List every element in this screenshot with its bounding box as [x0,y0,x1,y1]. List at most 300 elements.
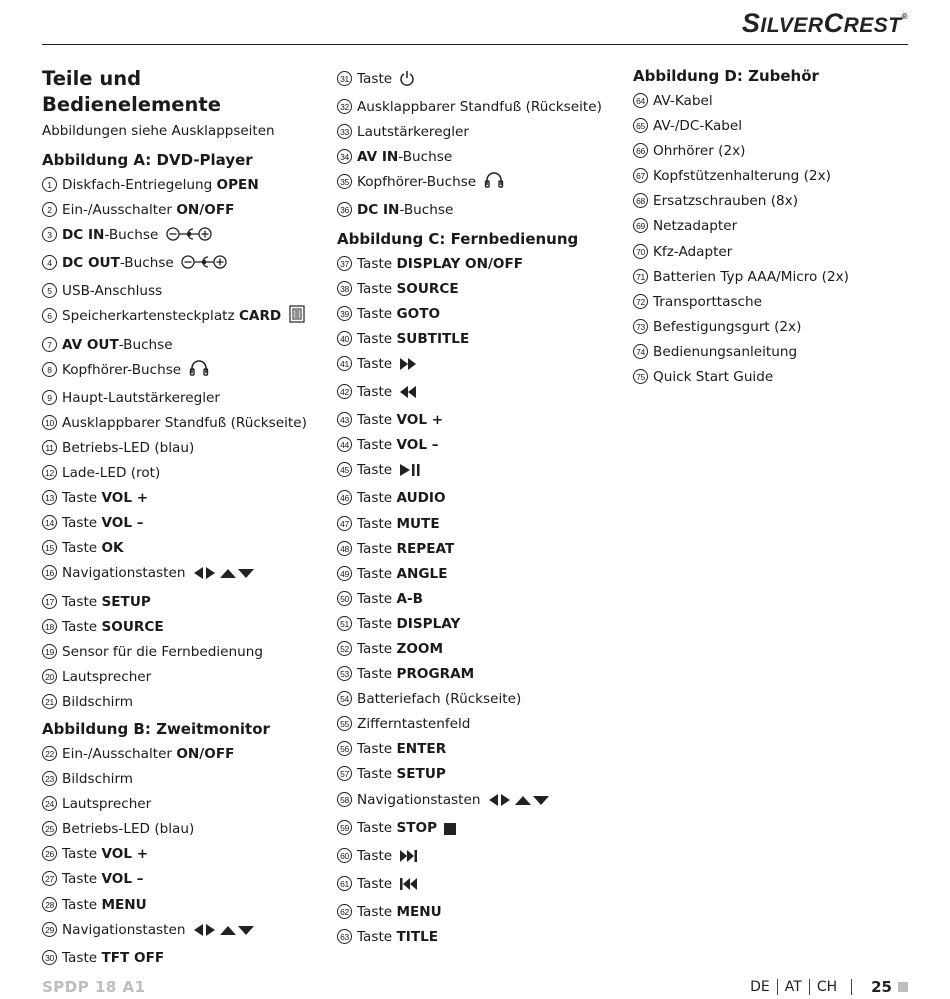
list-item [337,458,622,486]
item-text-pre: Betriebs-LED (blau) [62,439,195,456]
list-item [633,315,913,340]
list-item [633,89,913,114]
item-text-pre: Taste [62,896,102,913]
lang-ch: CH [816,979,838,995]
item-text-post: -Buchse [399,202,454,219]
item-number: 62 [337,904,352,919]
nav-arrows-icon [488,791,550,816]
item-text-pre: Taste [62,490,102,507]
list-a [42,173,322,715]
list-item [42,792,322,817]
item-text-bold: VOL – [101,871,144,888]
list-item [42,867,322,892]
list-item [337,712,622,737]
list-item [42,251,322,279]
item-text-pre: Betriebs-LED (blau) [62,821,195,838]
list-item [633,139,913,164]
item-text-bold: ANGLE [396,565,448,582]
item-number: 26 [42,846,57,861]
item-text-pre: Ersatzschrauben (8x) [653,193,798,210]
list-item [337,562,622,587]
list-item [42,279,322,304]
nav-arrows-icon [193,564,255,589]
item-number: 47 [337,516,352,531]
item-number: 3 [42,227,57,242]
item-number: 43 [337,412,352,427]
item-number: 11 [42,440,57,455]
item-number: 31 [337,71,352,86]
item-number: 64 [633,93,648,108]
item-number: 22 [42,746,57,761]
item-number: 40 [337,331,352,346]
item-number: 27 [42,871,57,886]
list-item [337,198,622,223]
item-text-pre: Speicherkartensteckplatz [62,308,239,325]
item-number: 10 [42,415,57,430]
item-text-pre: Kfz-Adapter [653,243,733,260]
item-text-pre: Zifferntastenfeld [357,716,471,733]
stop-icon [444,819,456,844]
item-text-post: -Buchse [119,255,179,272]
list-item [337,67,622,95]
item-number: 16 [42,565,57,580]
item-text-pre: Navigationstasten [357,791,485,808]
card-icon [289,305,305,332]
item-text-pre: Taste [357,741,397,758]
list-item [633,290,913,315]
item-text-pre: Taste [357,903,397,920]
item-number: 5 [42,283,57,298]
item-text-pre: Ausklappbarer Standfuß (Rückseite) [62,414,307,431]
list-item [42,640,322,665]
item-number: 38 [337,281,352,296]
item-number: 50 [337,591,352,606]
item-text-pre: Taste [357,412,397,429]
list-item [42,690,322,715]
polarity-icon [181,254,227,279]
next-icon [399,847,419,872]
item-text-pre: Taste [357,766,397,783]
list-item [42,358,322,386]
item-number: 32 [337,99,352,114]
item-text-pre: Taste [357,384,397,401]
item-text-bold: A-B [396,590,424,607]
item-text-pre: Taste [357,819,397,836]
item-text-pre: Befestigungsgurt (2x) [653,318,802,335]
item-text-pre: Taste [62,593,102,610]
list-item [337,433,622,458]
item-text-bold: MUTE [396,515,440,532]
item-number: 51 [337,616,352,631]
item-number: 24 [42,796,57,811]
item-text-pre: Lautsprecher [62,796,152,813]
item-number: 2 [42,202,57,217]
item-text-pre: Taste [357,255,397,272]
list-item [42,615,322,640]
item-text-pre: Diskfach-Entriegelung [62,177,217,193]
item-text-pre: Navigationstasten [62,565,190,582]
item-text-pre: Taste [357,590,397,607]
list-item [337,737,622,762]
item-number: 45 [337,462,352,477]
list-item [42,742,322,767]
list-item [337,120,622,145]
list-item [42,893,322,918]
list-item [337,537,622,562]
list-d [633,89,913,390]
list-item [633,340,913,365]
item-number: 59 [337,820,352,835]
item-text-pre: Taste [357,490,397,507]
item-number: 23 [42,771,57,786]
item-text-bold: SOURCE [101,618,164,635]
item-text-pre: Taste [62,949,102,966]
item-text-bold: MENU [101,896,147,913]
footer-right [750,978,908,996]
list-item [337,277,622,302]
list-item [337,662,622,687]
item-number: 13 [42,490,57,505]
page-title: Teile und Bedienelemente [42,67,221,116]
item-text-pre: AV-Kabel [653,93,713,109]
list-item [337,252,622,277]
item-text-pre: Ausklappbarer Standfuß (Rückseite) [357,99,602,116]
item-text-pre: Taste [62,515,102,532]
item-text-post [281,308,285,324]
item-text-bold: ENTER [396,741,447,758]
item-text-bold: STOP [396,819,438,836]
item-text-bold: AUDIO [396,490,446,507]
list-item [337,302,622,327]
silvercrest-logo: SILVERCREST® [741,8,908,38]
item-number: 52 [337,641,352,656]
list-b [42,742,322,971]
item-text-bold: SETUP [396,766,446,783]
item-text-pre: AV-/DC-Kabel [653,118,743,135]
headphone-icon [484,171,504,198]
item-number: 18 [42,619,57,634]
item-text-pre: Taste [357,71,397,87]
polarity-icon [166,226,212,251]
item-text-pre: Batteriefach (Rückseite) [357,691,522,708]
column-2 [337,63,622,950]
list-item [633,365,913,390]
list-item [42,223,322,251]
item-text-pre: Lade-LED (rot) [62,465,161,482]
item-text-bold: OPEN [216,177,259,193]
list-item [42,173,322,198]
item-text-post: -Buchse [398,149,453,166]
item-text-bold: VOL – [396,437,439,454]
item-number: 36 [337,202,352,217]
item-text-bold: REPEAT [396,540,455,557]
item-text-pre: Kopfhörer-Buchse [357,174,481,191]
list-item [42,946,322,971]
list-item [337,408,622,433]
item-number: 54 [337,691,352,706]
list-item [633,240,913,265]
item-number: 15 [42,540,57,555]
list-c [337,252,622,951]
list-item [337,145,622,170]
item-text-bold: VOL + [396,412,444,429]
list-item [42,536,322,561]
item-text-pre: Ein-/Ausschalter [62,745,177,762]
power-icon [399,70,415,95]
item-text-bold: ON/OFF [176,745,235,762]
item-number: 28 [42,897,57,912]
item-text-bold: AV OUT [62,336,119,353]
item-text-pre: Taste [357,462,397,479]
section-heading-b: Abbildung B: Zweitmonitor [42,719,270,738]
item-text-pre: Taste [62,871,102,888]
page-marker [898,982,908,992]
item-text-bold: DC IN [62,227,105,244]
headphone-icon [189,359,209,386]
list-item [633,214,913,239]
item-number: 72 [633,294,648,309]
item-text-pre: Taste [357,847,397,864]
item-text-bold: DISPLAY [396,615,461,632]
item-text-bold: AV IN [357,149,399,166]
item-text-bold: VOL + [101,490,149,507]
item-text-pre: Taste [62,618,102,635]
item-number: 73 [633,319,648,334]
list-item [42,333,322,358]
item-text-pre: Kopfhörer-Buchse [62,361,186,378]
list-item [42,561,322,589]
item-text-post: -Buchse [118,336,173,353]
item-number: 8 [42,362,57,377]
item-text-pre: Taste [357,929,397,945]
item-text-pre: USB-Anschluss [62,283,163,300]
column-1 [42,63,322,971]
item-text-bold: DC OUT [62,255,120,272]
item-number: 39 [337,306,352,321]
item-text-pre: Ein-/Ausschalter [62,202,177,219]
column-3 [633,63,913,390]
fast-forward-icon [399,355,417,380]
item-text-pre: Taste [357,330,397,347]
rewind-icon [399,383,417,408]
item-number: 30 [42,950,57,965]
list-item [337,816,622,844]
item-text-pre: Taste [62,846,102,863]
item-text-pre: Taste [357,666,397,683]
list-item [42,590,322,615]
item-number: 75 [633,369,648,384]
item-text-bold: DISPLAY ON/OFF [396,255,524,272]
page-subtitle: Abbildungen siehe Ausklappseiten [42,123,275,139]
nav-arrows-icon [193,921,255,946]
item-text-bold: TFT OFF [101,949,165,966]
item-number: 48 [337,541,352,556]
item-number: 29 [42,922,57,937]
item-number: 35 [337,174,352,189]
item-number: 60 [337,848,352,863]
divider [809,979,810,995]
item-number: 4 [42,255,57,270]
list-item [42,411,322,436]
item-text-pre: Haupt-Lautstärkeregler [62,389,220,406]
list-item [337,762,622,787]
list-b-continued [337,67,622,224]
item-text-bold: SOURCE [396,280,459,297]
item-number: 19 [42,644,57,659]
model-number: SPDP 18 A1 [42,978,146,996]
item-text-bold: ZOOM [396,640,443,657]
list-item [42,386,322,411]
list-item [42,486,322,511]
item-number: 55 [337,716,352,731]
list-item [337,95,622,120]
list-item [337,512,622,537]
item-text-pre: Taste [357,540,397,557]
item-number: 46 [337,490,352,505]
list-item [633,265,913,290]
item-text-pre: Navigationstasten [62,921,190,938]
header-rule [42,44,908,45]
item-text-bold: VOL – [101,515,144,532]
item-number: 37 [337,256,352,271]
item-text-bold: MENU [396,903,442,920]
item-number: 49 [337,566,352,581]
prev-icon [399,875,419,900]
list-item [42,436,322,461]
item-text-pre: Lautstärkeregler [357,124,469,141]
list-item [337,327,622,352]
item-text-pre: Taste [357,355,397,372]
list-item [337,170,622,198]
list-item [337,637,622,662]
item-number: 44 [337,437,352,452]
item-text-post: -Buchse [104,227,163,244]
list-item [42,842,322,867]
item-text-pre: Taste [357,875,397,892]
item-text-pre: Ohrhörer (2x) [653,143,746,160]
list-item [337,788,622,816]
item-text-bold: OK [101,540,124,557]
list-item [42,767,322,792]
item-text-pre: Taste [357,565,397,582]
list-item [337,687,622,712]
item-text-pre: Sensor für die Fernbedienung [62,643,263,660]
play-pause-icon [399,461,421,486]
lang-de: DE [750,979,770,995]
item-number: 66 [633,143,648,158]
item-number: 6 [42,308,57,323]
item-number: 74 [633,344,648,359]
item-text-bold: VOL + [101,846,149,863]
section-heading-c: Abbildung C: Fernbedienung [337,229,579,248]
list-item [337,486,622,511]
list-item [42,511,322,536]
list-item [42,304,322,332]
page-number: 25 [871,978,892,996]
list-item [337,844,622,872]
item-text-bold: SETUP [101,593,151,610]
item-number: 69 [633,218,648,233]
item-number: 1 [42,177,57,192]
list-item [633,164,913,189]
item-text-pre: Taste [357,615,397,632]
item-number: 33 [337,124,352,139]
item-text-bold: DC IN [357,202,400,219]
list-item [633,189,913,214]
item-text-bold: ON/OFF [176,202,235,219]
item-number: 65 [633,118,648,133]
item-number: 61 [337,876,352,891]
item-number: 17 [42,594,57,609]
item-text-bold: GOTO [396,305,441,322]
item-number: 57 [337,766,352,781]
divider [851,979,852,995]
list-item [337,352,622,380]
lang-at: AT [784,979,802,995]
divider [777,979,778,995]
section-heading-a: Abbildung A: DVD-Player [42,151,253,169]
item-text-pre: Lautsprecher [62,668,152,685]
list-item [42,461,322,486]
item-text-pre: Taste [357,640,397,657]
item-text-pre: Taste [357,515,397,532]
item-text-post [437,820,441,836]
item-number: 20 [42,669,57,684]
item-text-pre: Bildschirm [62,693,134,710]
section-heading-d: Abbildung D: Zubehör [633,67,819,85]
item-text-bold: PROGRAM [396,666,475,683]
item-number: 12 [42,465,57,480]
list-item [337,872,622,900]
item-text-bold: TITLE [396,929,439,945]
item-number: 7 [42,337,57,352]
item-text-pre: Taste [357,305,397,322]
list-item [633,114,913,139]
item-text-pre: Taste [357,280,397,297]
item-text-bold: SUBTITLE [396,330,470,347]
item-number: 71 [633,269,648,284]
item-text-pre: Quick Start Guide [653,369,774,386]
list-item [337,587,622,612]
item-text-pre: Bildschirm [62,771,134,788]
item-number: 41 [337,356,352,371]
item-number: 34 [337,149,352,164]
list-item [42,665,322,690]
item-number: 42 [337,384,352,399]
item-number: 53 [337,666,352,681]
item-number: 56 [337,741,352,756]
item-text-pre: Bedienungsanleitung [653,343,798,360]
list-item [337,612,622,637]
list-item [42,817,322,842]
list-item [42,198,322,223]
list-item [337,380,622,408]
item-text-pre: Transporttasche [653,293,762,310]
item-number: 67 [633,168,648,183]
list-item [337,925,622,950]
item-number: 9 [42,390,57,405]
item-number: 63 [337,929,352,944]
item-number: 68 [633,193,648,208]
list-item [337,900,622,925]
item-text-pre: Kopfstützenhalterung (2x) [653,168,831,185]
item-number: 21 [42,694,57,709]
item-text-bold: CARD [238,308,282,325]
item-text-pre: Taste [357,437,397,454]
list-item [42,918,322,946]
item-number: 70 [633,244,648,259]
item-number: 14 [42,515,57,530]
